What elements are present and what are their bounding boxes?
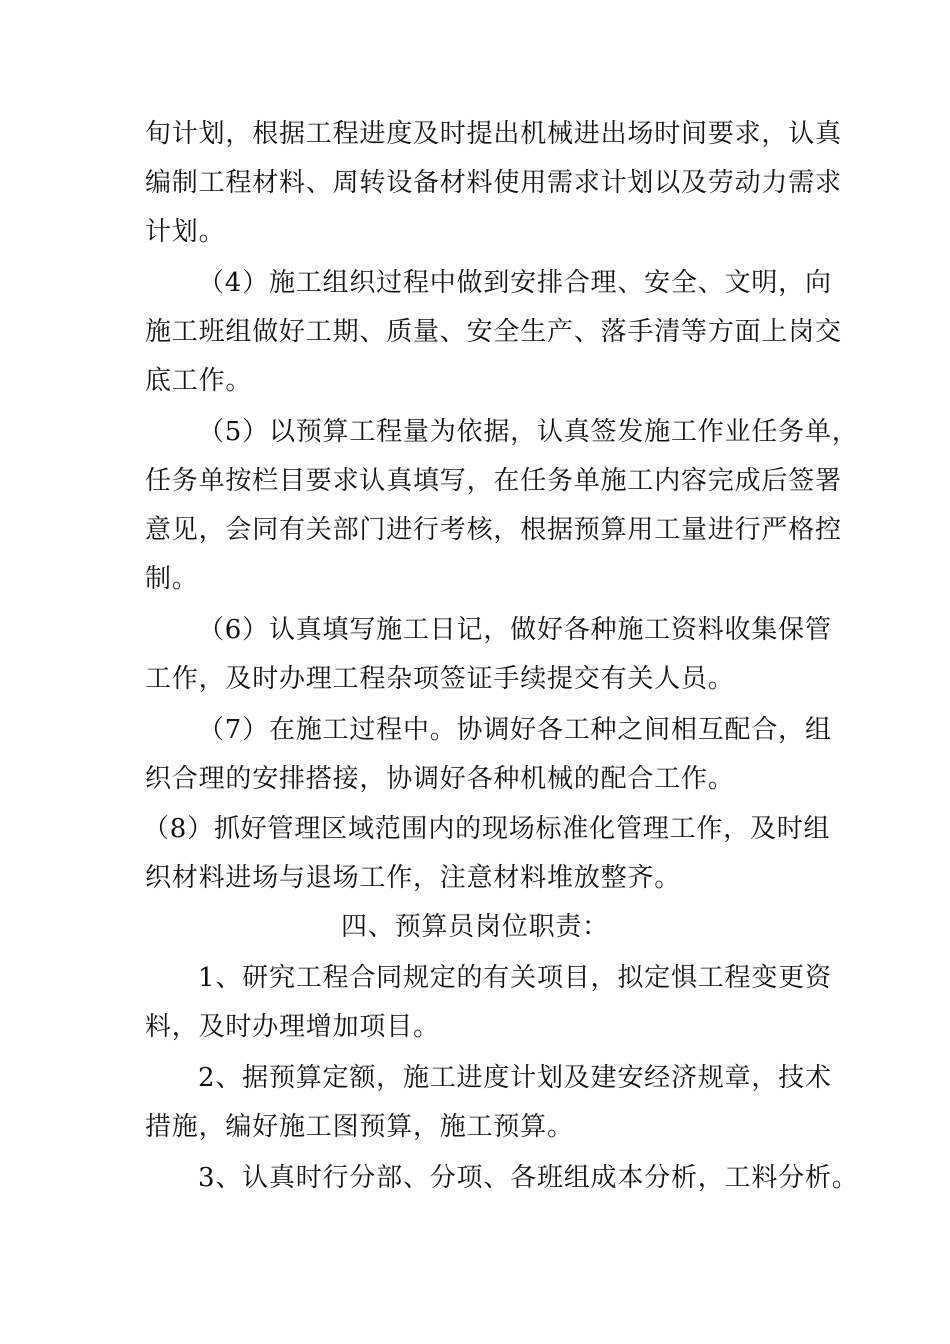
text-line: 料，及时办理增加项目。 (145, 1012, 440, 1042)
text-line: 编制工程材料、周转设备材料使用需求计划以及劳动力需求 (145, 168, 842, 198)
text-line: 制。 (145, 564, 199, 594)
text-line: 任务单按栏目要求认真填写，在任务单施工内容完成后签署 (145, 466, 842, 496)
text-line: 织材料进场与退场工作，注意材料堆放整齐。 (145, 863, 682, 893)
text-line: 措施，编好施工图预算，施工预算。 (145, 1112, 574, 1142)
text-line: 底工作。 (145, 366, 253, 396)
text-line: 2、据预算定额，施工进度计划及建安经济规章，技术 (198, 1063, 832, 1093)
text-line: 施工班组做好工期、质量、安全生产、落手清等方面上岗交 (145, 317, 842, 347)
text-line: 计划。 (145, 217, 226, 247)
text-line: （7）在施工过程中。协调好各工种之间相互配合，组 (198, 715, 832, 745)
text-line: （8）抓好管理区域范围内的现场标准化管理工作，及时组 (143, 814, 831, 844)
text-line: 织合理的安排搭接，协调好各种机械的配合工作。 (145, 764, 735, 794)
text-line: 意见，会同有关部门进行考核，根据预算用工量进行严格控 (145, 515, 842, 545)
text-line: 1、研究工程合同规定的有关项目，拟定惧工程变更资 (198, 963, 832, 993)
text-line: （4）施工组织过程中做到安排合理、安全、文明，向 (198, 268, 832, 298)
section-heading: 四、预算员岗位职责： (340, 912, 609, 942)
text-line: （5）以预算工程量为依据，认真签发施工作业任务单， (198, 417, 859, 447)
text-line: 旬计划，根据工程进度及时提出机械进出场时间要求，认真 (145, 119, 842, 149)
text-line: （6）认真填写施工日记，做好各种施工资料收集保管 (198, 615, 832, 645)
text-line: 工作，及时办理工程杂项签证手续提交有关人员。 (145, 664, 735, 694)
text-line: 3、认真时行分部、分项、各班组成本分析，工料分析。 (198, 1163, 859, 1193)
